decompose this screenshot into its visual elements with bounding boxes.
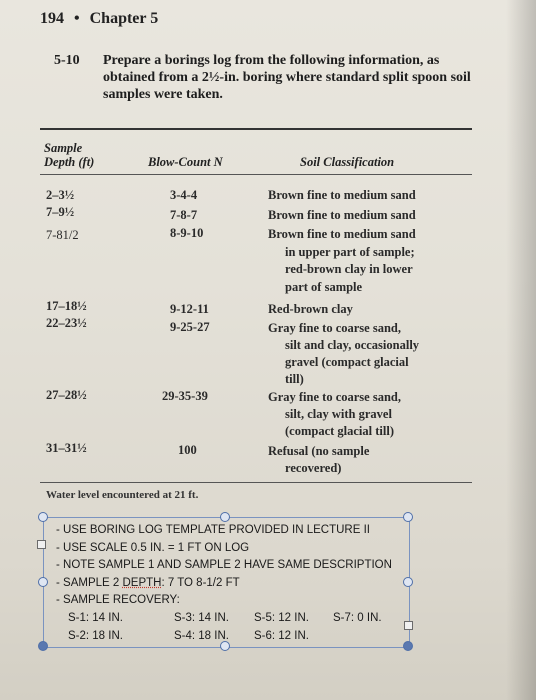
chapter-title: Chapter 5 [89,10,159,27]
recovery-s5: S-5: 12 IN. [254,611,309,624]
spellcheck-word: DEPTH [122,576,162,589]
resize-handle-bottom-left[interactable] [38,641,48,651]
page-header [40,10,158,28]
soil-cell [268,302,468,316]
resize-handle-top[interactable] [220,512,230,522]
soil-cell [268,443,468,477]
resize-handle-bottom-right[interactable] [403,641,413,651]
header-separator: • [74,10,80,27]
annotation-fragment: - SAMPLE 2 [56,576,123,589]
depth-cell: 22–23½ [46,316,87,330]
soil-line: Brown fine to medium sand [268,227,416,241]
resize-handle-left[interactable] [38,577,48,587]
header-blow-count: Blow-Count N [148,155,223,169]
recovery-s3: S-3: 14 IN. [174,611,229,624]
anchor-square-left[interactable] [37,540,46,549]
photo-shadow [506,0,536,700]
depth-cell: 7-81/2 [46,228,79,242]
soil-line: till) [285,372,304,386]
table-top-rule [40,128,472,130]
soil-cell [268,208,468,222]
water-level-note: Water level encountered at 21 ft. [46,489,199,501]
annotation-line: - SAMPLE RECOVERY: [56,594,180,606]
soil-line: Brown fine to medium sand [268,188,416,202]
blow-count-cell: 3-4-4 [170,188,198,202]
soil-line: gravel (compact glacial [285,355,409,369]
header-depth: Depth (ft) [44,155,95,169]
page-number: 194 [40,10,64,27]
resize-handle-bottom[interactable] [220,641,230,651]
blow-count-cell: 29-35-39 [162,389,208,403]
soil-cell [268,389,468,440]
blow-count-cell: 9-25-27 [170,320,210,334]
annotation-line: - USE SCALE 0.5 IN. = 1 FT ON LOG [56,541,250,554]
resize-handle-top-left[interactable] [38,512,48,522]
soil-line: silt, clay with gravel [285,407,392,421]
soil-line: silt and clay, occasionally [285,338,420,352]
soil-line: Red-brown clay [268,302,353,316]
annotation-line: - NOTE SAMPLE 1 AND SAMPLE 2 HAVE SAME DESCRIPTION [56,559,392,571]
soil-line: Gray fine to coarse sand, [268,321,401,335]
annotation-fragment: : 7 TO 8-1/2 FT [161,576,240,589]
soil-cell [268,320,468,388]
soil-cell [268,226,468,296]
problem-number: 5-10 [54,53,80,68]
blow-count-cell: 100 [178,443,197,457]
soil-line: recovered) [285,461,342,475]
soil-line: in upper part of sample; [285,244,415,259]
blow-count-cell: 8-9-10 [170,226,204,240]
blow-count-cell: 7-8-7 [170,208,198,222]
recovery-s7: S-7: 0 IN. [333,611,382,624]
depth-cell: 31–31½ [46,441,87,455]
recovery-s6: S-6: 12 IN. [254,629,309,642]
depth-cell: 7–9½ [46,205,75,219]
recovery-s2: S-2: 18 IN. [68,629,123,642]
soil-line: (compact glacial till) [285,424,394,438]
soil-line: part of sample [285,279,363,294]
soil-line: red-brown clay in lower [285,262,413,276]
depth-cell: 27–28½ [46,388,87,402]
soil-line: Brown fine to medium sand [268,208,416,222]
problem-text: Prepare a borings log from the following information, as obtained from a 2½-in. boring where standard split spoon soil samples were taken. [103,53,471,102]
soil-cell [268,188,468,202]
recovery-grid [56,610,406,646]
resize-handle-right[interactable] [403,577,413,587]
recovery-s4: S-4: 18 IN. [174,629,229,642]
header-sample: Sample [44,141,83,155]
header-soil-classification: Soil Classification [300,155,395,169]
annotation-line: - USE BORING LOG TEMPLATE PROVIDED IN LECTURE II [56,524,370,536]
header-rule [40,174,472,175]
resize-handle-top-right[interactable] [403,512,413,522]
soil-line: Refusal (no sample [268,444,370,458]
soil-line: Gray fine to coarse sand, [268,390,401,404]
anchor-square-right[interactable] [404,621,413,630]
annotation-text-box[interactable] [56,522,406,646]
depth-cell: 17–18½ [46,299,87,313]
problem-statement [54,52,474,103]
blow-count-cell: 9-12-11 [170,302,209,316]
depth-cell: 2–3½ [46,188,75,202]
annotation-line [56,575,406,593]
table-bottom-rule [40,482,472,483]
recovery-s1: S-1: 14 IN. [68,611,123,624]
